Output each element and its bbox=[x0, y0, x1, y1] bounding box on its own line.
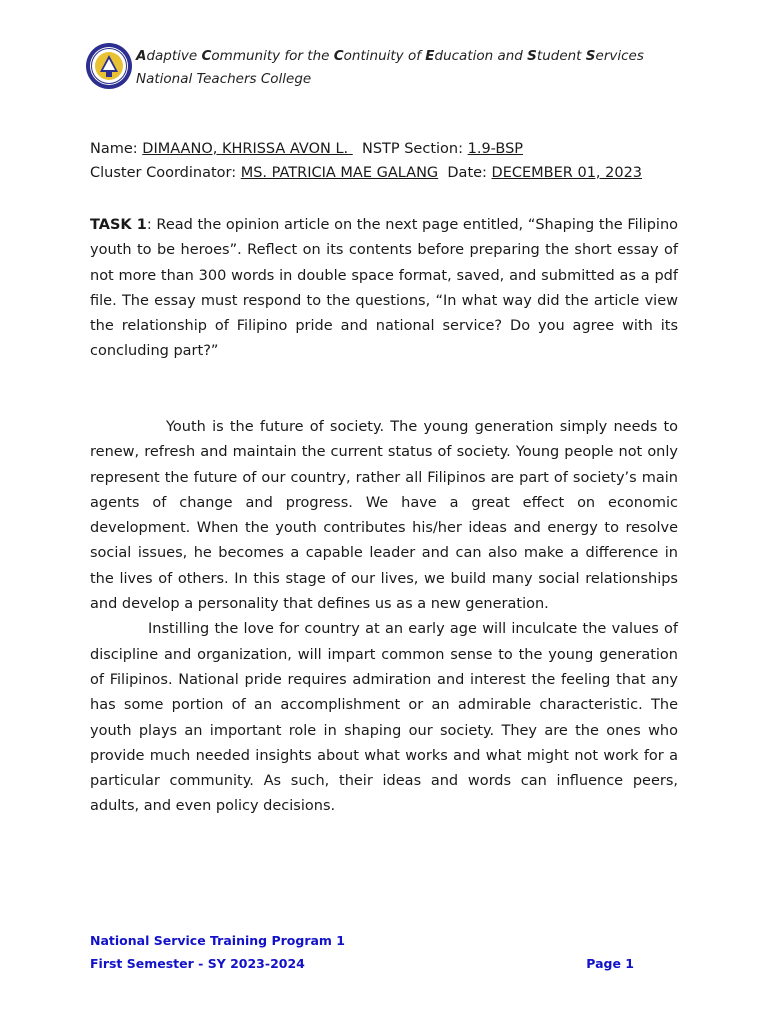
essay-paragraph-1: Youth is the future of society. The young generation simply needs to renew, refresh and maintain the current status of society. Young people not only represent the future of our country, rather all Filipinos are part of society’s main agents of change and progress. We have a great effect on economic development. When the youth contributes his/her ideas and energy to resolve social issues, he becomes a capable leader and can also make a difference in the lives of others. In this stage of our lives, we build many social relationships and develop a personality that defines us as a new generation. bbox=[90, 419, 678, 613]
name-label: Name: bbox=[90, 141, 138, 157]
coordinator-value: MS. PATRICIA MAE GALANG bbox=[240, 165, 439, 181]
essay-paragraph-2: Instilling the love for country at an early age will inculcate the values of discipline and organization, will impart common sense to the young generation of Filipinos. National pride requires admiration and interest the feeling that any has some portion of an accomplishment or an admirable characteristic. The youth plays an important role in shaping our society. They are the ones who provide much needed insights about what works and what might not work for a particular community. As such, their ideas and words can influence peers, adults, and even policy decisions. bbox=[90, 621, 678, 815]
task-label: TASK 1 bbox=[90, 217, 147, 233]
coordinator-date-row bbox=[90, 161, 642, 185]
essay-body bbox=[90, 415, 678, 820]
name-value: DIMAANO, KHRISSA AVON L. bbox=[142, 141, 349, 157]
college-name: National Teachers College bbox=[136, 71, 312, 87]
footer-semester: First Semester - SY 2023-2024 bbox=[90, 956, 305, 971]
name-section-row bbox=[90, 137, 642, 161]
task-instructions bbox=[90, 213, 678, 365]
footer-program: National Service Training Program 1 bbox=[90, 933, 345, 948]
task-text: : Read the opinion article on the next page entitled, “Shaping the Filipino youth to be heroes”. Reflect on its contents before preparing the short essay of not more than 300 words in double space format, saved, and submitted as a pdf file. The essay must respond to the questions, “In what way did the article view the relationship of Filipino pride and national service? Do you agree with its concluding part?” bbox=[90, 217, 679, 360]
footer-row bbox=[90, 956, 634, 971]
coordinator-label: Cluster Coordinator: bbox=[90, 165, 237, 181]
date-value: DECEMBER 01, 2023 bbox=[491, 165, 643, 181]
college-seal-logo bbox=[85, 42, 133, 90]
section-value: 1.9-BSP bbox=[467, 141, 524, 157]
section-label: NSTP Section: bbox=[361, 141, 463, 157]
page-number: Page 1 bbox=[586, 956, 634, 971]
organization-name: Adaptive Community for the Continuity of Education and Student Services bbox=[136, 48, 644, 64]
student-info bbox=[90, 137, 642, 185]
document-header bbox=[85, 42, 685, 94]
date-label: Date: bbox=[447, 165, 487, 181]
